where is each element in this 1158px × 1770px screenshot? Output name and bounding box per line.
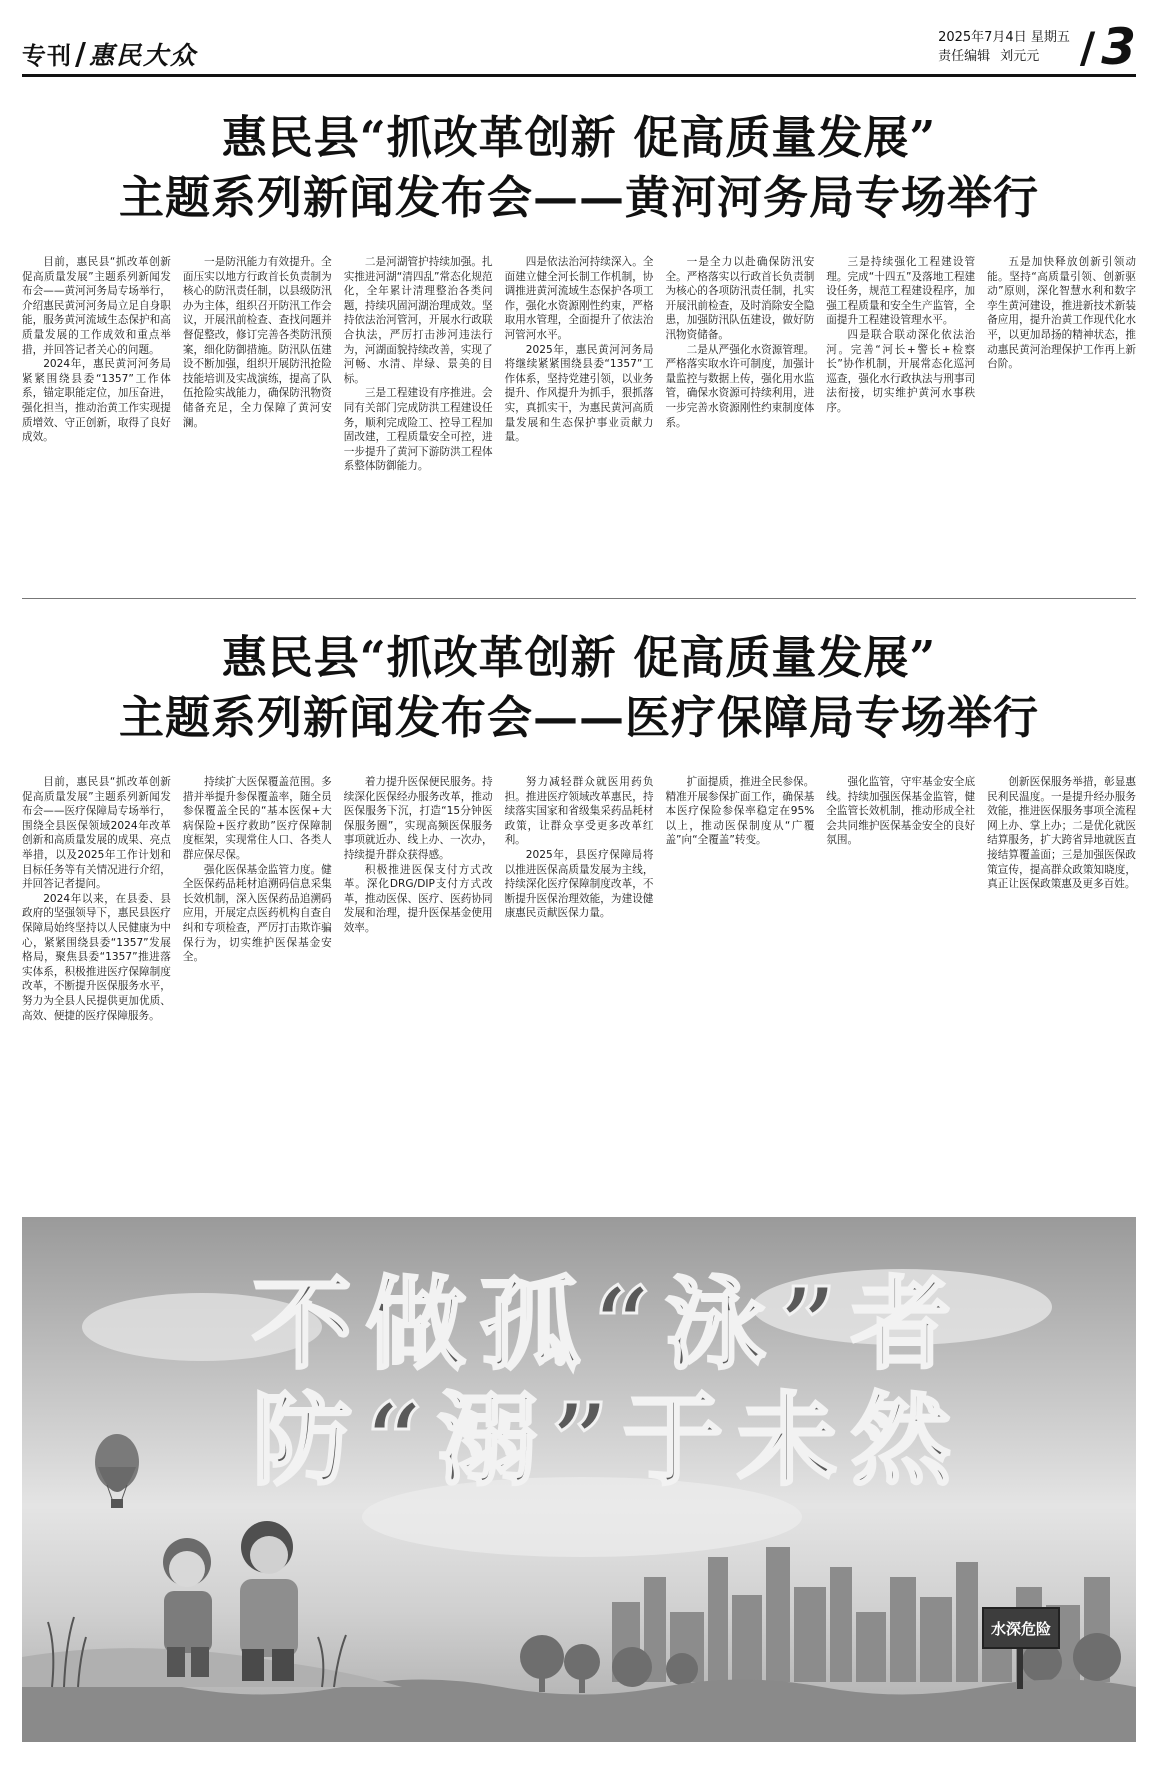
article2-paragraph: 2025年，县医疗保障局将以推进医保高质量发展为主线，持续深化医疗保障制度改革，不断提升医保治理效能，为建设健康惠民贡献医保力量。 [504, 848, 654, 920]
section-divider [22, 598, 1136, 599]
article2-column [183, 775, 332, 1195]
slogan-line2: 防“溺”于未然 [252, 1381, 966, 1499]
article2-column [987, 775, 1136, 1195]
article1-paragraph: 一是全力以赴确保防汛安全。严格落实以行政首长负责制为核心的各项防汛责任制，扎实开展汛前检查，及时消除安全隐患，加强防汛队伍建设，做好防汛物资储备。 [665, 256, 815, 341]
article2-column [505, 775, 654, 1195]
article2-title-line1: 惠民县“抓改革创新 促高质量发展” [221, 631, 937, 684]
masthead-left [22, 36, 197, 72]
article1-headline [0, 108, 1158, 228]
article2-paragraph: 2024年以来，在县委、县政府的坚强领导下，惠民县医疗保障局始终坚持以人民健康为中心，紧紧围绕县委“1357”发展格局，聚焦县委“1357”推进落实体系，积极推进医疗保障制度改革，不断提升医保服务水平，努力为全县人民提供更加优质、高效、便捷的医疗保障服务。 [22, 892, 171, 1022]
masthead [22, 14, 1136, 76]
article1-body [22, 255, 1136, 585]
page-slash: / [1079, 22, 1096, 72]
editor-label: 责任编辑 [938, 49, 991, 64]
article1-column [987, 255, 1136, 585]
parent-figure [240, 1521, 298, 1681]
drowning-prevention-banner [22, 1217, 1136, 1742]
issue-meta [938, 28, 1070, 66]
article2-column [344, 775, 493, 1195]
date-row [938, 28, 1070, 47]
article1-column [183, 255, 332, 585]
article2-body [22, 775, 1136, 1195]
masthead-right [938, 18, 1136, 76]
issue-weekday: 星期五 [1030, 30, 1070, 45]
article2-paragraph: 创新医保服务举措，彰显惠民利民温度。一是提升经办服务效能，推进医保服务事项全流程网上办、掌上办；二是优化就医结算服务，扩大跨省异地就医直接结算覆盖面；三是加强医保政策宣传，提高群众政策知晓度，真正让医保政策惠及更多百姓。 [987, 776, 1137, 891]
article2-column [826, 775, 975, 1195]
article1-paragraph: 2024年，惠民黄河河务局紧紧围绕县委“1357”工作体系，锚定职能定位，加压奋进，强化担当，推动治黄工作实现提质增效、守正创新，取得了良好成效。 [22, 358, 171, 444]
article2-paragraph: 努力减轻群众就医用药负担。推进医疗领域改革惠民，持续落实国家和省级集采药品耗材政策，让群众享受更多改革红利。 [504, 776, 654, 847]
article2-title-line2: 主题系列新闻发布会——医疗保障局专场举行 [118, 691, 1039, 744]
editor-name: 刘元元 [1000, 49, 1040, 64]
article2-column [665, 775, 814, 1195]
article1-paragraph: 三是持续强化工程建设管理。完成“十四五”及落地工程建设任务，规范工程建设程序，加强工程质量和安全生产监管，全面提升工程建设管理水平。 [826, 256, 976, 327]
article1-paragraph: 二是河湖管护持续加强。扎实推进河湖“清四乱”常态化规范化，全年累计清理整治各类问题，持续巩固河湖治理成效。坚持依法治河管河，开展水行政联合执法，严厉打击涉河违法行为，河湖面貌持续改善，实现了河畅、水清、岸绿、景美的目标。 [343, 256, 493, 385]
article1-column [665, 255, 814, 585]
article2-paragraph: 扩面提质，推进全民参保。精准开展参保扩面工作，确保基本医疗保险参保率稳定在95%以上，推动医保制度从“广覆盖”向“全覆盖”转变。 [665, 776, 815, 847]
article1-paragraph: 四是依法治河持续深入。全面建立健全河长制工作机制，协调推进黄河流域生态保护各项工作，强化水资源刚性约束，严格取用水管理，全面提升了依法治河管河水平。 [504, 256, 654, 341]
article1-paragraph: 一是防汛能力有效提升。全面压实以地方行政首长负责制为核心的防汛责任制，以县级防汛办为主体，组织召开防汛工作会议，开展汛前检查、查找问题并督促整改，修订完善各类防汛预案，细化防御措施。防汛队伍建设不断加强，组织开展防汛抢险技能培训及实战演练，提高了队伍抢险实战能力，确保防汛物资储备充足，全力保障了黄河安澜。 [182, 256, 332, 429]
article2-paragraph: 强化医保基金监管力度。健全医保药品耗材追溯码信息采集长效机制，深入医保药品追溯码应用，开展定点医药机构自查自纠和专项检查，严厉打击欺诈骗保行为，切实维护医保基金安全。 [182, 863, 332, 964]
article1-paragraph: 四是联合联动深化依法治河。完善“河长+警长+检察长”协作机制，开展常态化巡河巡查，强化水行政执法与刑事司法衔接，切实维护黄河水事秩序。 [826, 328, 976, 414]
newspaper-name: 惠民大众 [88, 41, 197, 70]
article1-title-line2: 主题系列新闻发布会——黄河河务局专场举行 [118, 171, 1039, 224]
article1-paragraph: 三是工程建设有序推进。会同有关部门完成防洪工程建设任务，顺利完成险工、控导工程加固改建，工程质量安全可控，进一步提升了黄河下游防洪工程体系整体防御能力。 [343, 387, 493, 473]
editor-row [938, 47, 1070, 66]
slogan-line1: 不做孤“泳”者 [252, 1265, 966, 1383]
warning-sign: 水深危险 [982, 1607, 1060, 1649]
article2-column [22, 775, 171, 1195]
article1-paragraph: 2025年，惠民黄河河务局将继续紧紧围绕县委“1357”工作体系，坚持党建引领，以业务提升、作风提升为抓手，狠抓落实，真抓实干，为惠民黄河高质量发展和生态保护事业贡献力量。 [504, 343, 654, 444]
page-number: 3 [1101, 18, 1136, 76]
masthead-rule [22, 74, 1136, 77]
article2-paragraph: 强化监管，守牢基金安全底线。持续加强医保基金监管，健全监管长效机制，推动形成全社会共同维护医保基金安全的良好氛围。 [826, 776, 976, 847]
column-name: 专刊 [22, 41, 72, 70]
article2-paragraph: 积极推进医保支付方式改革。深化DRG/DIP支付方式改革，推动医保、医疗、医药协同发展和治理，提升医保基金使用效率。 [343, 863, 493, 934]
article1-paragraph: 五是加快释放创新引领动能。坚持“高质量引领、创新驱动”原则，深化智慧水利和数字孪生黄河建设，推进新技术新装备应用，提升治黄工作现代化水平，以更加昂扬的精神状态，推动惠民黄河治理保护工作再上新台阶。 [987, 256, 1137, 371]
sign-post [1017, 1649, 1023, 1689]
masthead-slash: / [75, 37, 86, 72]
article2-paragraph: 着力提升医保便民服务。持续深化医保经办服务改革，推动医保服务下沉，打造“15分钟医保服务圈”，实现高频医保服务事项就近办、线上办、一次办，持续提升群众获得感。 [343, 776, 493, 861]
article1-column [826, 255, 975, 585]
hot-air-balloon-icon [95, 1434, 139, 1508]
article2-paragraph: 持续扩大医保覆盖范围。多措并举提升参保覆盖率，随全员参保覆盖全民的“基本医保+大病保险+医疗救助”医疗保障制度框架，实现常住人口、各类人群应保尽保。 [182, 776, 332, 861]
article2-headline [0, 628, 1158, 748]
article1-column [22, 255, 171, 585]
article2-paragraph: 目前，惠民县“抓改革创新 促高质量发展”主题系列新闻发布会——医疗保障局专场举行，围绕全县医保领域2024年改革创新和高质量发展的成果、亮点举措，以及2025年工作计划和目标任务等有关情况进行介绍，并回答记者提问。 [22, 776, 171, 891]
article1-title-line1: 惠民县“抓改革创新 促高质量发展” [221, 111, 937, 164]
article1-paragraph: 目前，惠民县“抓改革创新 促高质量发展”主题系列新闻发布会——黄河河务局专场举行，介绍惠民黄河河务局立足自身职能，服务黄河流域生态保护和高质量发展的工作成效和重点举措，并回答记者关心的问题。 [22, 256, 171, 356]
article1-column [344, 255, 493, 585]
issue-date: 2025年7月4日 [938, 30, 1027, 45]
article1-column [505, 255, 654, 585]
article1-paragraph: 二是从严强化水资源管理。严格落实取水许可制度，加强计量监控与数据上传，强化用水监管，确保水资源可持续利用，进一步完善水资源刚性约束制度体系。 [665, 343, 815, 429]
